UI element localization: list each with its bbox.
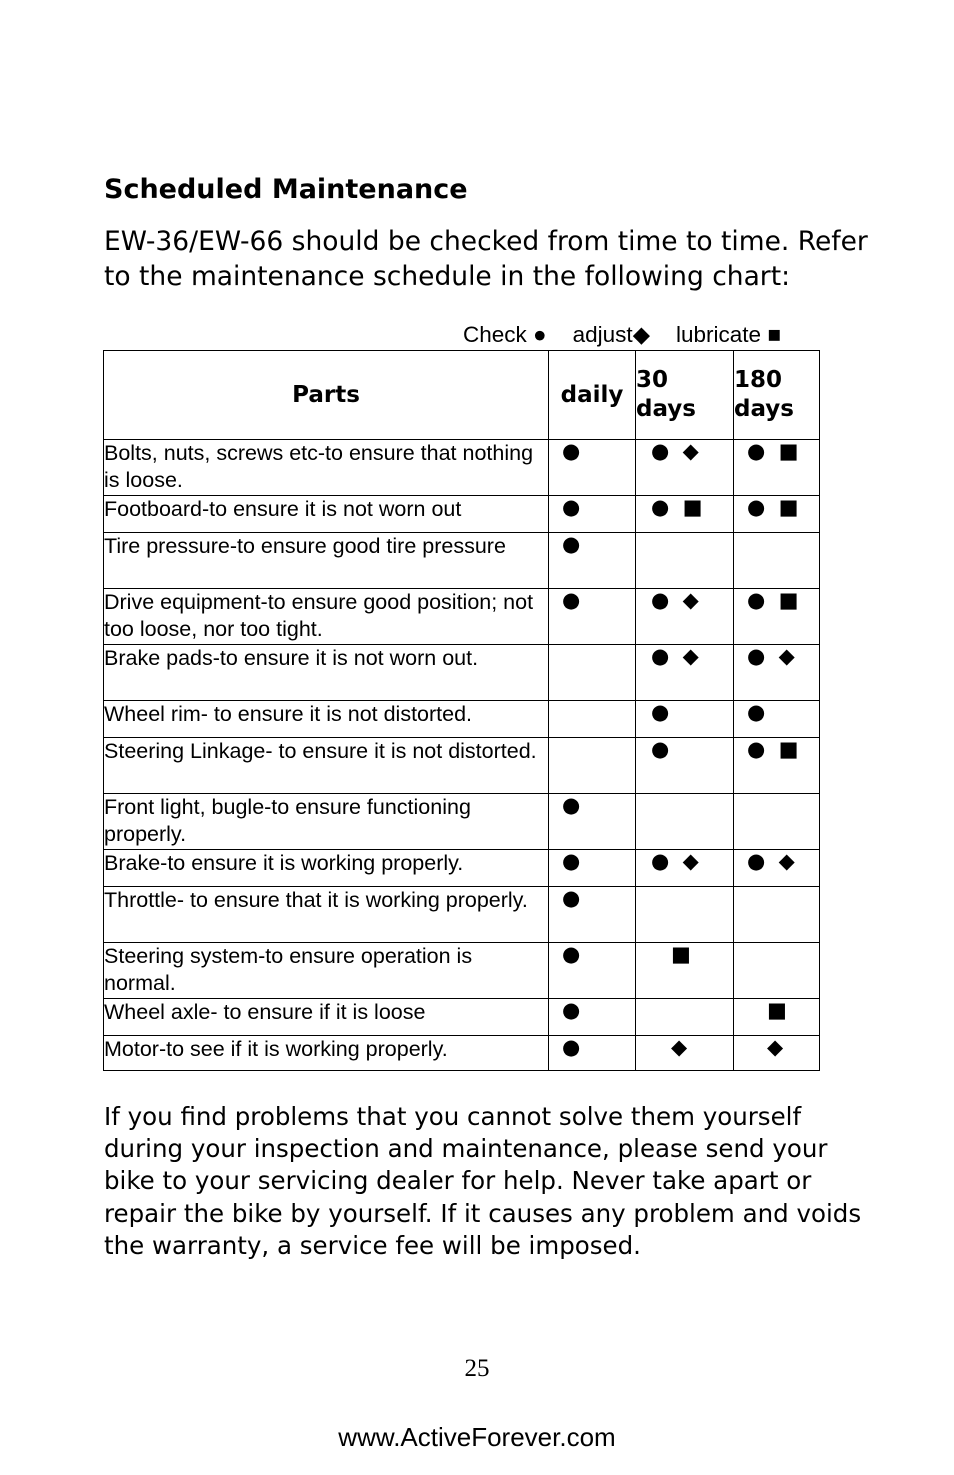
legend-check-label: Check bbox=[463, 322, 527, 347]
daily-cell bbox=[549, 738, 636, 794]
part-name-cell: Tire pressure-to ensure good tire pressure bbox=[104, 533, 549, 589]
one-eighty-days-cell bbox=[734, 887, 820, 943]
thirty-days-cell bbox=[636, 794, 734, 850]
thirty-days-cell bbox=[636, 533, 734, 589]
daily-cell: ● bbox=[549, 794, 636, 850]
symbol-legend bbox=[463, 322, 781, 348]
thirty-days-cell: ● ■ bbox=[636, 496, 734, 533]
daily-cell: ● bbox=[549, 999, 636, 1036]
daily-cell: ● bbox=[549, 943, 636, 999]
part-name-cell: Steering Linkage- to ensure it is not distorted. bbox=[104, 738, 549, 794]
table-row bbox=[104, 999, 820, 1036]
thirty-days-cell: ◆ bbox=[636, 1036, 734, 1071]
daily-cell bbox=[549, 701, 636, 738]
lubricate-symbol-icon: ■ bbox=[767, 322, 781, 347]
one-eighty-days-cell: ● ■ bbox=[734, 589, 820, 645]
header-parts: Parts bbox=[104, 351, 549, 440]
thirty-days-cell: ■ bbox=[636, 943, 734, 999]
thirty-days-cell bbox=[636, 887, 734, 943]
thirty-days-cell: ● ◆ bbox=[636, 645, 734, 701]
legend-lubricate-label: lubricate bbox=[676, 322, 762, 347]
table-row bbox=[104, 496, 820, 533]
part-name-cell: Drive equipment-to ensure good position; not too loose, nor too tight. bbox=[104, 589, 549, 645]
header-daily: daily bbox=[549, 351, 636, 440]
one-eighty-days-cell: ● ◆ bbox=[734, 645, 820, 701]
thirty-days-cell: ● ◆ bbox=[636, 440, 734, 496]
one-eighty-days-cell: ● ■ bbox=[734, 440, 820, 496]
daily-cell: ● bbox=[549, 887, 636, 943]
daily-cell: ● bbox=[549, 1036, 636, 1071]
daily-cell: ● bbox=[549, 850, 636, 887]
daily-cell: ● bbox=[549, 440, 636, 496]
one-eighty-days-cell bbox=[734, 943, 820, 999]
maintenance-schedule-table bbox=[103, 350, 820, 1071]
part-name-cell: Brake-to ensure it is working properly. bbox=[104, 850, 549, 887]
one-eighty-days-cell bbox=[734, 533, 820, 589]
one-eighty-days-cell: ● ■ bbox=[734, 496, 820, 533]
part-name-cell: Bolts, nuts, screws etc-to ensure that nothing is loose. bbox=[104, 440, 549, 496]
part-name-cell: Steering system-to ensure operation is normal. bbox=[104, 943, 549, 999]
part-name-cell: Front light, bugle-to ensure functioning properly. bbox=[104, 794, 549, 850]
daily-cell: ● bbox=[549, 533, 636, 589]
part-name-cell: Motor-to see if it is working properly. bbox=[104, 1036, 549, 1071]
one-eighty-days-cell: ● ■ bbox=[734, 738, 820, 794]
thirty-days-cell: ● bbox=[636, 738, 734, 794]
daily-cell: ● bbox=[549, 589, 636, 645]
part-name-cell: Wheel axle- to ensure if it is loose bbox=[104, 999, 549, 1036]
one-eighty-days-cell: ● ◆ bbox=[734, 850, 820, 887]
part-name-cell: Footboard-to ensure it is not worn out bbox=[104, 496, 549, 533]
table-row bbox=[104, 440, 820, 496]
one-eighty-days-cell bbox=[734, 794, 820, 850]
table-row bbox=[104, 533, 820, 589]
thirty-days-cell bbox=[636, 999, 734, 1036]
table-row bbox=[104, 794, 820, 850]
table-row bbox=[104, 1036, 820, 1071]
table-header-row bbox=[104, 351, 820, 440]
one-eighty-days-cell: ◆ bbox=[734, 1036, 820, 1071]
table-row bbox=[104, 850, 820, 887]
daily-cell: ● bbox=[549, 496, 636, 533]
closing-paragraph: If you find problems that you cannot solve them yourself during your inspection and maintenance, please send your bike to your servicing dealer for help. Never take apart or repair the bike by yourself. If it causes any problem and voids the warranty, a service fee will be imposed. bbox=[104, 1102, 862, 1260]
page-title: Scheduled Maintenance bbox=[104, 174, 468, 205]
check-symbol-icon: ● bbox=[533, 322, 547, 347]
website-footer: www.ActiveForever.com bbox=[338, 1422, 616, 1452]
adjust-symbol-icon: ◆ bbox=[632, 322, 650, 347]
page-number: 25 bbox=[464, 1355, 490, 1382]
thirty-days-cell: ● ◆ bbox=[636, 850, 734, 887]
legend-adjust-label: adjust bbox=[572, 322, 633, 347]
header-180-days: 180 days bbox=[734, 351, 820, 440]
part-name-cell: Brake pads-to ensure it is not worn out. bbox=[104, 645, 549, 701]
table-row bbox=[104, 887, 820, 943]
thirty-days-cell: ● ◆ bbox=[636, 589, 734, 645]
intro-paragraph: EW-36/EW-66 should be checked from time to time. Refer to the maintenance schedule in the following chart: bbox=[104, 226, 868, 292]
table-row bbox=[104, 943, 820, 999]
table-row bbox=[104, 701, 820, 738]
part-name-cell: Wheel rim- to ensure it is not distorted. bbox=[104, 701, 549, 738]
table-row bbox=[104, 589, 820, 645]
header-30-days: 30 days bbox=[636, 351, 734, 440]
thirty-days-cell: ● bbox=[636, 701, 734, 738]
one-eighty-days-cell: ● bbox=[734, 701, 820, 738]
daily-cell bbox=[549, 645, 636, 701]
table-row bbox=[104, 645, 820, 701]
part-name-cell: Throttle- to ensure that it is working properly. bbox=[104, 887, 549, 943]
table-row bbox=[104, 738, 820, 794]
one-eighty-days-cell: ■ bbox=[734, 999, 820, 1036]
